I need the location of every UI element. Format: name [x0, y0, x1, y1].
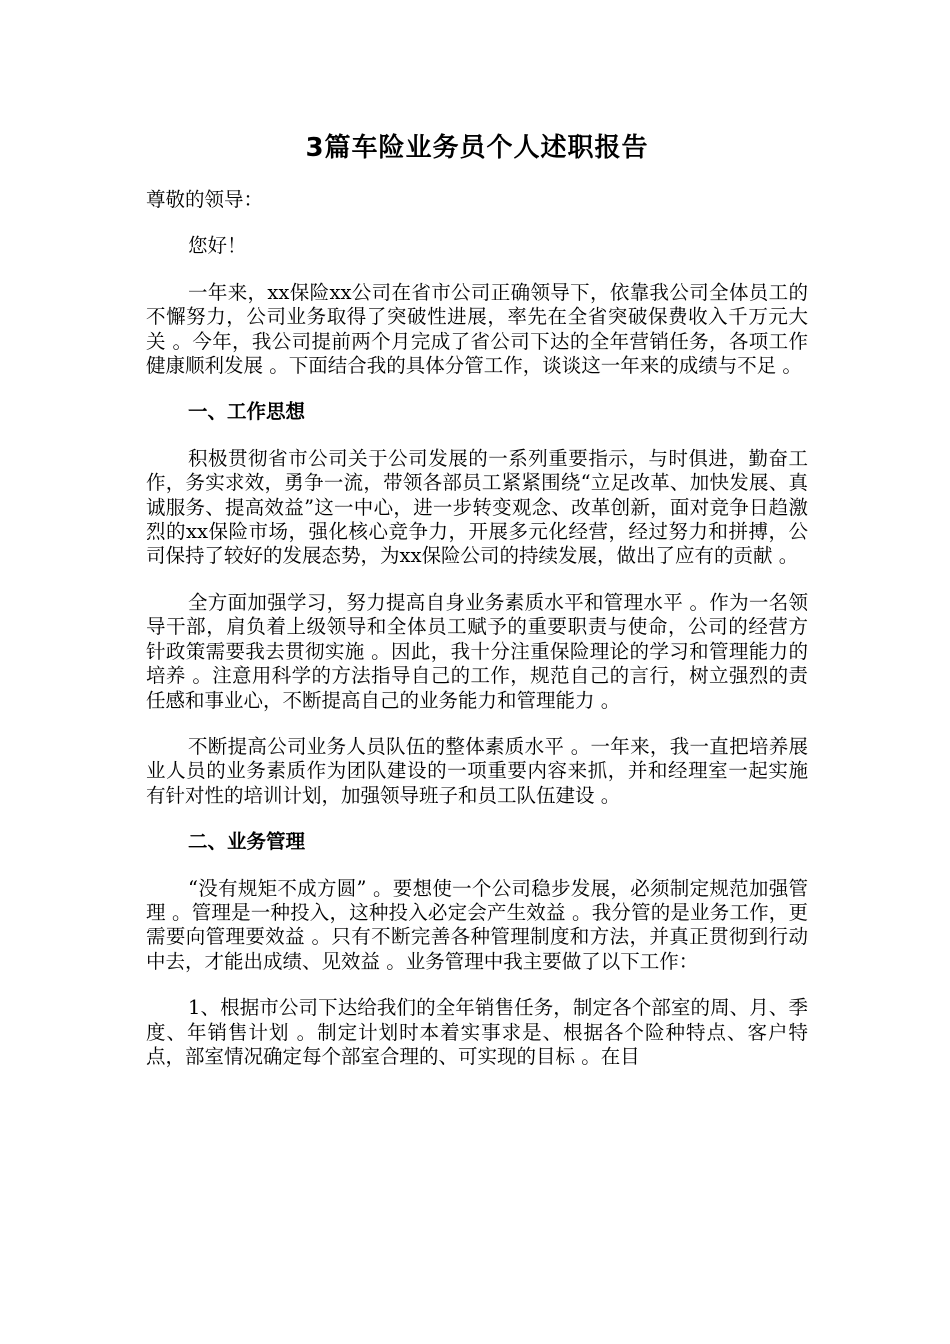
salutation: 尊敬的领导：	[146, 188, 264, 211]
paragraph-management: “没有规矩不成方圆” 。要想使一个公司稳步发展，必须制定规范加强管理 。管理是一种投入，这种投入必定会产生效益 。我分管的是业务工作，更需要向管理要效益 。只有不断完善各种管理制度和方法，并真正贯彻到行动中去，才能出成绩、见效益 。业务管理中我主要做了以下工作：	[146, 876, 808, 973]
document-title: 3篇车险业务员个人述职报告	[305, 133, 649, 163]
paragraph-intro: 一年来，xx保险xx公司在省市公司正确领导下，依靠我公司全体员工的不懈努力，公司业务取得了突破性进展，率先在全省突破保费收入千万元大关 。今年，我公司提前两个月完成了省公司下达的全年营销任务，各项工作健康顺利发展 。下面结合我的具体分管工作，谈谈这一年来的成绩与不足 。	[146, 280, 808, 378]
section-heading-business-management: 二、业务管理	[188, 830, 306, 854]
paragraph-study: 全方面加强学习，努力提高自身业务素质水平和管理水平 。作为一名领导干部，肩负着上级领导和全体员工赋予的重要职责与使命，公司的经营方针政策需要我去贯彻实施 。因此，我十分注重保险理论的学习和管理能力的培养 。注意用科学的方法指导自己的工作，规范自己的言行，树立强烈的责任感和事业心，不断提高自己的业务能力和管理能力 。	[146, 590, 808, 712]
paragraph-team: 不断提高公司业务人员队伍的整体素质水平 。一年来，我一直把培养展业人员的业务素质作为团队建设的一项重要内容来抓，并和经理室一起实施有针对性的培训计划，加强领导班子和员工队伍建设 。	[146, 734, 808, 807]
greeting: 您好！	[188, 234, 247, 258]
paragraph-work-thought: 积极贯彻省市公司关于公司发展的一系列重要指示，与时俱进，勤奋工作，务实求效，勇争一流，带领各部员工紧紧围绕“立足改革、加快发展、真诚服务、提高效益”这一中心，进一步转变观念、改革创新，面对竞争日趋激烈的xx保险市场，强化核心竞争力，开展多元化经营，经过努力和拼搏，公司保持了较好的发展态势，为xx保险公司的持续发展，做出了应有的贡献 。	[146, 446, 808, 568]
paragraph-sales-plan: 1、根据市公司下达给我们的全年销售任务，制定各个部室的周、月、季度、年销售计划 。制定计划时本着实事求是、根据各个险种特点、客户特点，部室情况确定每个部室合理的、可实现的目标 。在目	[146, 996, 808, 1068]
document-page	[146, 118, 808, 1091]
section-heading-work-thought: 一、工作思想	[188, 400, 306, 424]
